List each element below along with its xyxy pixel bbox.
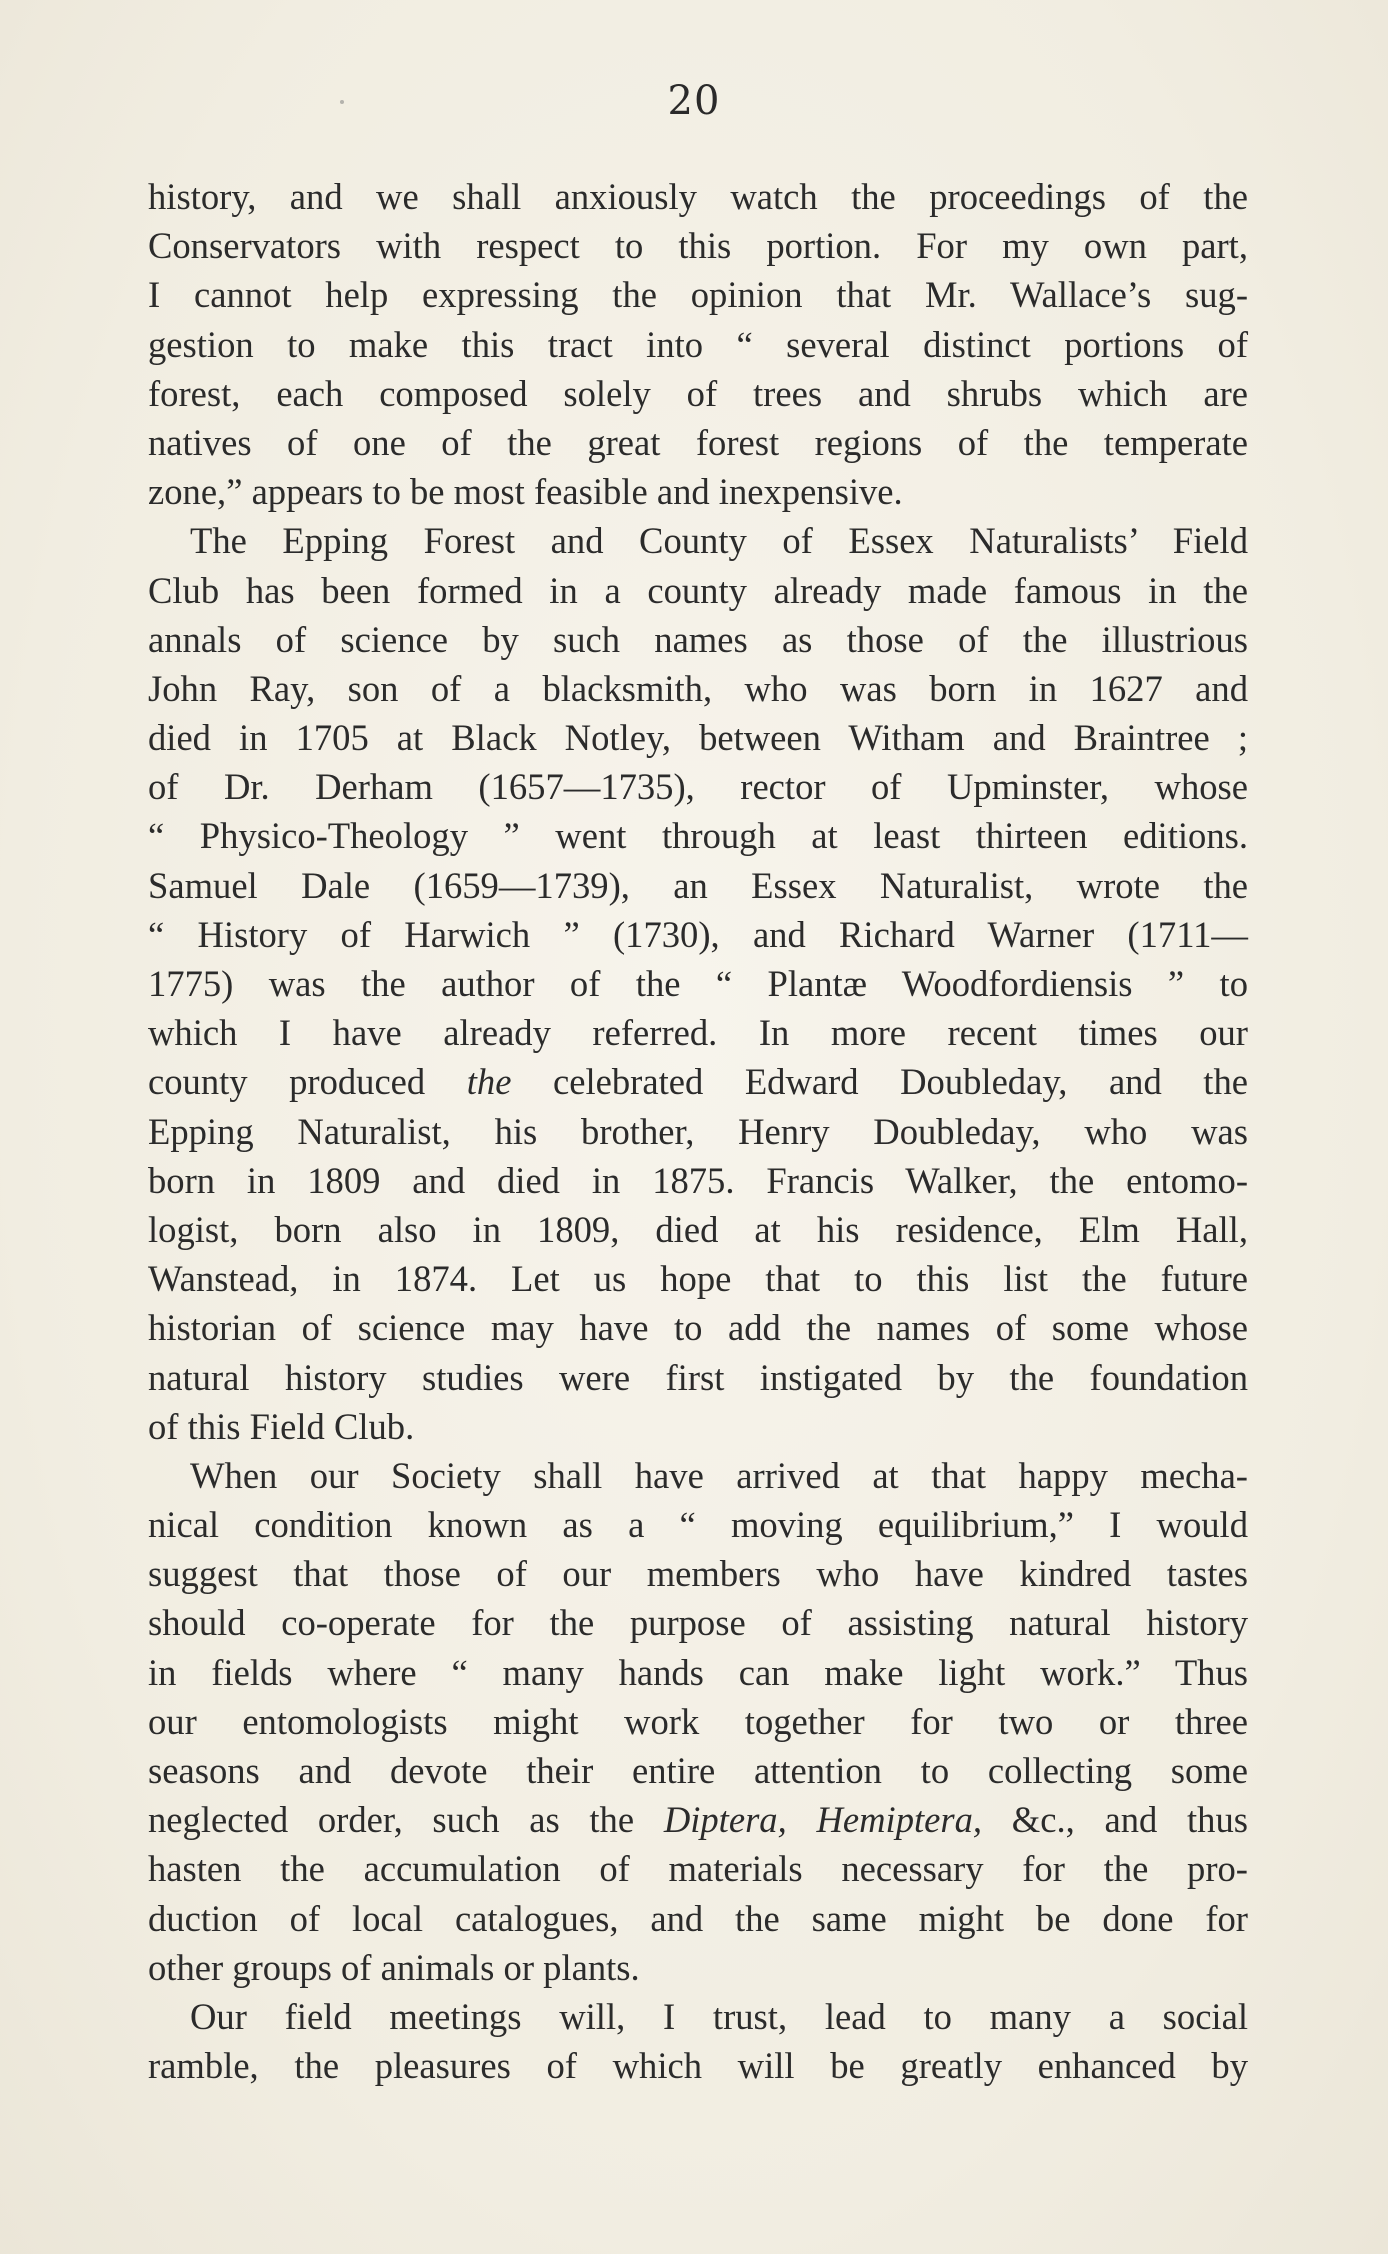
text-line: “ History of Harwich ” (1730), and Richard Warner (1711— [148, 913, 1248, 955]
text-line: forest, each composed solely of trees and shrubs which are [148, 372, 1248, 414]
page-number: 20 [667, 78, 721, 124]
text-line: Our field meetings will, I trust, lead to many a social [190, 1995, 1248, 2037]
text-line: Wanstead, in 1874. Let us hope that to this list the future [148, 1258, 1248, 1300]
text-line: suggest that those of our members who have kindred tastes [148, 1553, 1248, 1595]
italic-term: the [466, 1061, 512, 1103]
text-line: natives of one of the great forest regions of the temperate [148, 421, 1248, 463]
text-line: Conservators with respect to this portion. For my own part, [148, 225, 1248, 267]
text-line: in fields where “ many hands can make light work.” Thus [148, 1651, 1248, 1693]
text-line: duction of local catalogues, and the same might be done for [148, 1897, 1248, 1939]
text-line-with-italic: neglected order, such as the Diptera, Hemiptera, &c., and thus [148, 1799, 1248, 1841]
text-line-with-italic: county produced the celebrated Edward Doubleday, and the [148, 1061, 1248, 1103]
text-line: should co-operate for the purpose of assisting natural history [148, 1602, 1248, 1644]
text-line: hasten the accumulation of materials necessary for the pro- [148, 1848, 1248, 1890]
text-line: historian of science may have to add the names of some whose [148, 1307, 1248, 1349]
text-line: our entomologists might work together for two or three [148, 1700, 1248, 1742]
text-line: born in 1809 and died in 1875. Francis Walker, the entomo- [148, 1159, 1248, 1201]
text-line: When our Society shall have arrived at that happy mecha- [190, 1454, 1248, 1496]
text-line: natural history studies were first instigated by the foundation [148, 1356, 1248, 1398]
text-line: Club has been formed in a county already made famous in the [148, 569, 1248, 611]
body-text [148, 172, 1248, 2090]
text-line: which I have already referred. In more recent times our [148, 1012, 1248, 1054]
text-line: annals of science by such names as those of the illustrious [148, 618, 1248, 660]
text-line: John Ray, son of a blacksmith, who was born in 1627 and [148, 667, 1248, 709]
text-line: history, and we shall anxiously watch the proceedings of the [148, 176, 1248, 217]
italic-term: Diptera, Hemiptera, [663, 1799, 983, 1841]
text-line: 1775) was the author of the “ Plantæ Woodfordiensis ” to [148, 963, 1248, 1004]
text-line: Epping Naturalist, his brother, Henry Doubleday, who was [148, 1110, 1248, 1152]
text-line: logist, born also in 1809, died at his residence, Elm Hall, [148, 1208, 1248, 1250]
text-line: of this Field Club. [148, 1405, 415, 1447]
text-line: “ Physico-Theology ” went through at least thirteen editions. [148, 815, 1248, 857]
text-line: Samuel Dale (1659—1739), an Essex Naturalist, wrote the [148, 864, 1248, 906]
text-line: of Dr. Derham (1657—1735), rector of Upminster, whose [148, 766, 1248, 808]
text-line: ramble, the pleasures of which will be greatly enhanced by [148, 2045, 1248, 2087]
text-line: seasons and devote their entire attention to collecting some [148, 1750, 1248, 1791]
text-line: zone,” appears to be most feasible and inexpensive. [148, 471, 903, 513]
text-line: nical condition known as a “ moving equilibrium,” I would [148, 1504, 1248, 1546]
text-line: gestion to make this tract into “ several distinct portions of [148, 323, 1248, 365]
text-line: died in 1705 at Black Notley, between Witham and Braintree ; [148, 717, 1248, 759]
text-line: I cannot help expressing the opinion that Mr. Wallace’s sug- [148, 274, 1248, 316]
text-line: The Epping Forest and County of Essex Naturalists’ Field [190, 520, 1248, 562]
text-line: other groups of animals or plants. [148, 1946, 640, 1988]
